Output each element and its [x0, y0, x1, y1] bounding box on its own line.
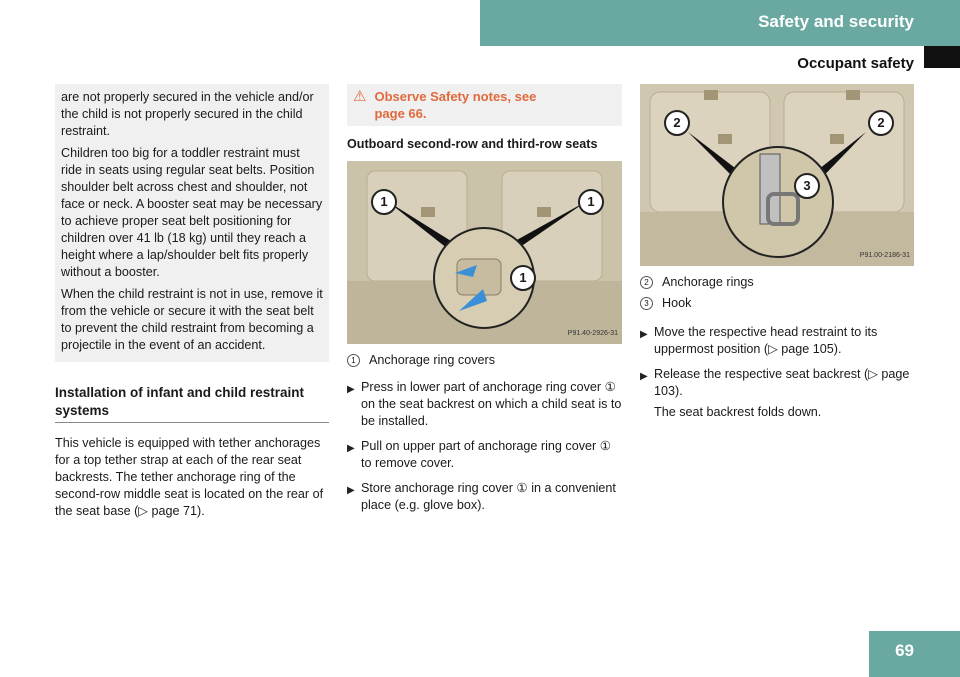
callout-1-center: 1: [510, 265, 536, 291]
callout-2-right: 2: [868, 110, 894, 136]
tab-marker: [924, 46, 960, 68]
legend-item: [347, 352, 622, 369]
step-text: Press in lower part of anchorage ring cover ① on the seat backrest on which a child seat is to be installed.: [361, 380, 622, 428]
installation-heading: Installation of infant and child restraint systems: [55, 384, 329, 423]
observe-line-2[interactable]: page 66.: [374, 106, 427, 121]
instruction-step: [347, 438, 622, 472]
right-column: [640, 84, 914, 421]
page-number-box: [869, 631, 960, 677]
subsection-title: Occupant safety: [797, 55, 914, 72]
step-arrow-icon: ▶: [347, 384, 355, 395]
step-arrow-icon: ▶: [640, 329, 648, 340]
instruction-step: [347, 480, 622, 514]
step-text: Store anchorage ring cover ① in a convenient place (e.g. glove box).: [361, 481, 616, 512]
legend-item: [640, 295, 914, 312]
step-note: The seat backrest folds down.: [654, 405, 822, 419]
legend-text: Anchorage ring covers: [369, 353, 496, 367]
warning-box: [55, 84, 329, 362]
legend-number: 1: [347, 354, 360, 367]
observe-line-1: Observe Safety notes, see: [374, 89, 537, 104]
instruction-step: [640, 366, 914, 421]
legend-item: [640, 274, 914, 291]
instruction-step: [347, 379, 622, 430]
callout-3: 3: [794, 173, 820, 199]
seat-subtitle: Outboard second-row and third-row seats: [347, 137, 598, 151]
callout-1-right: 1: [578, 189, 604, 215]
warning-paragraph: When the child restraint is not in use, remove it from the vehicle or secure it with the seat belt to prevent the child restraint from becoming a projectile in the event of an accident.: [61, 287, 323, 352]
left-column: [55, 84, 329, 520]
callout-1-left: 1: [371, 189, 397, 215]
callout-2-left: 2: [664, 110, 690, 136]
step-arrow-icon: ▶: [347, 485, 355, 496]
middle-column: [347, 84, 622, 514]
legend-number: 3: [640, 297, 653, 310]
warning-paragraph: Children too big for a toddler restraint must ride in seats using regular seat belts. Position shoulder belt across chest and shoulder, not face or neck. A booster seat may be necessary to achieve proper seat belt positioning for children over 41 lb (18 kg) until they reach a height where a lap/shoulder belt fits properly without a booster.: [61, 146, 323, 279]
instruction-step: [640, 324, 914, 358]
page-number: 69: [895, 641, 914, 660]
warning-triangle-icon: ⚠: [353, 88, 367, 105]
observe-notes-box: [347, 84, 622, 126]
step-arrow-icon: ▶: [347, 443, 355, 454]
figure-code: P91.40-2926-31: [567, 330, 618, 337]
warning-paragraph: are not properly secured in the vehicle and/or the child is not properly secured in the child restraint.: [61, 90, 314, 138]
legend-text: Anchorage rings: [662, 275, 754, 289]
anchorage-ring-figure: [640, 84, 914, 266]
legend-text: Hook: [662, 296, 692, 310]
step-text: Pull on upper part of anchorage ring cover ① to remove cover.: [361, 439, 612, 470]
seat-illustration: [347, 161, 622, 344]
section-title: Safety and security: [758, 12, 914, 31]
step-text: Release the respective seat backrest (▷ page 103).: [654, 367, 910, 398]
step-text: Move the respective head restraint to its uppermost position (▷ page 105).: [654, 325, 878, 356]
legend-number: 2: [640, 276, 653, 289]
figure-code: P91.00-2186-31: [859, 252, 910, 259]
anchorage-cover-figure: [347, 161, 622, 344]
installation-body: This vehicle is equipped with tether anchorages for a top tether strap at each of the rear seat backrests. The tether anchorage ring of the second-row middle seat is located on the rear of the seat base (▷ page 71).: [55, 436, 324, 518]
step-arrow-icon: ▶: [640, 371, 648, 382]
